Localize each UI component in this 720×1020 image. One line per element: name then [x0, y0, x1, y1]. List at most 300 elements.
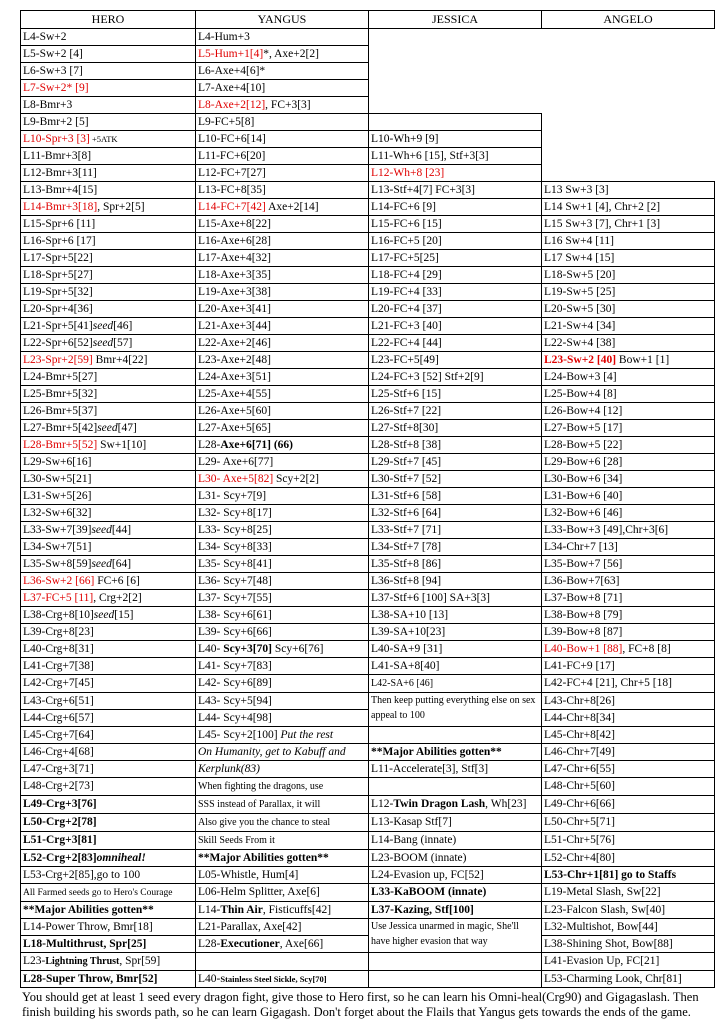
cell-text: L21-Axe+3[44]: [198, 320, 271, 332]
yangus-cell: [196, 29, 369, 46]
table-row: [21, 46, 715, 63]
cell-text: L34- Scy+8[33]: [198, 541, 272, 553]
table-row: [21, 693, 715, 710]
cell-text: L35-Sw+8[59]: [23, 558, 92, 570]
yangus-cell: [196, 936, 369, 953]
table-row: [21, 624, 715, 641]
cell-text: L17-Axe+4[32]: [198, 252, 271, 264]
yangus-cell: [196, 403, 369, 420]
cell-text: , FC+3[3]: [265, 99, 311, 111]
jessica-cell: [369, 850, 542, 867]
cell-text: L24-Bow+3 [4]: [544, 371, 617, 383]
yangus-cell: [196, 971, 369, 988]
table-row: [21, 131, 715, 148]
cell-text: L11-Accelerate[3], Stf[3]: [371, 763, 489, 775]
hero-cell: [21, 114, 196, 131]
yangus-cell: [196, 573, 369, 590]
yangus-cell: [196, 352, 369, 369]
cell-text: L38-Shining Shot, Bow[88]: [544, 938, 673, 950]
jessica-cell: [369, 761, 542, 778]
hero-cell: [21, 884, 196, 902]
hero-cell: [21, 369, 196, 386]
hero-cell: [21, 641, 196, 658]
cell-text: L32- Scy+8[17]: [198, 507, 272, 519]
cell-text: L39-Crg+8[23]: [23, 626, 94, 638]
hero-cell: [21, 832, 196, 850]
cell-text: L20-Axe+3[41]: [198, 303, 271, 315]
cell-text: [57]: [113, 337, 133, 349]
cell-text: L51-Chr+5[76]: [544, 834, 615, 846]
hero-cell: [21, 335, 196, 352]
table-row: [21, 29, 715, 46]
cell-text: L45- Scy+2[100]: [198, 729, 281, 741]
angelo-cell: [542, 182, 715, 199]
table-row: [21, 573, 715, 590]
jessica-cell: [369, 165, 542, 182]
cell-text: L16-Spr+6 [17]: [23, 235, 96, 247]
yangus-cell: [196, 919, 369, 936]
cell-text: L51-Crg+3[81]: [23, 834, 97, 846]
table-row: [21, 607, 715, 624]
hero-cell: [21, 936, 196, 953]
jessica-cell: [369, 369, 542, 386]
cell-text: [64]: [111, 558, 132, 570]
cell-text: L24-FC+3 [52] Stf+2[9]: [371, 371, 484, 383]
angelo-cell: [542, 867, 715, 884]
cell-text: L36-Stf+8 [94]: [371, 575, 442, 587]
hero-cell: [21, 403, 196, 420]
hero-cell: [21, 29, 196, 46]
hero-cell: [21, 250, 196, 267]
cell-text: L23-: [23, 955, 46, 967]
cell-text: L18-Multithrust, Spr[25]: [23, 938, 147, 950]
cell-text: omniheal!: [96, 852, 146, 864]
yangus-cell: [196, 148, 369, 165]
yangus-cell: [196, 902, 369, 919]
jessica-cell: [369, 522, 542, 539]
jessica-cell: [369, 335, 542, 352]
cell-text: L15-FC+6 [15]: [371, 218, 442, 230]
cell-text: L40-: [198, 643, 224, 655]
cell-text: L30- Axe+5[82]: [198, 473, 274, 485]
angelo-cell: [542, 675, 715, 693]
hero-cell: [21, 761, 196, 778]
skill-guide: [20, 10, 714, 1020]
cell-text: Axe+2[14]: [265, 201, 319, 213]
cell-text: Put the rest: [280, 729, 334, 741]
angelo-cell: [542, 796, 715, 814]
table-row: [21, 165, 715, 182]
cell-text: L39-Bow+8 [87]: [544, 626, 623, 638]
hero-cell: [21, 902, 196, 919]
angelo-cell: [542, 658, 715, 675]
cell-text: L25-Axe+4[55]: [198, 388, 271, 400]
hero-cell: [21, 539, 196, 556]
cell-text: L53-Chr+1[81] go to Staffs: [544, 869, 677, 881]
cell-text: L32-Bow+6 [46]: [544, 507, 623, 519]
cell-text: L41-SA+8[40]: [371, 660, 440, 672]
jessica-cell: [369, 318, 542, 335]
cell-text: L53-Crg+2[85],go to 100: [23, 869, 141, 881]
cell-text: L49-Chr+6[66]: [544, 798, 615, 810]
table-row: [21, 796, 715, 814]
table-row: [21, 352, 715, 369]
angelo-cell: [542, 919, 715, 936]
cell-text: L45-Chr+8[42]: [544, 729, 615, 741]
cell-text: **Major Abilities gotten**: [198, 852, 329, 864]
yangus-cell: [196, 335, 369, 352]
cell-text: L22-Sw+4 [38]: [544, 337, 616, 349]
yangus-cell: [196, 471, 369, 488]
table-row: [21, 814, 715, 832]
cell-text: seed: [92, 320, 114, 332]
cell-text: seed: [91, 558, 112, 570]
table-row: [21, 675, 715, 693]
hero-cell: [21, 182, 196, 199]
cell-text: L28-: [198, 938, 221, 950]
jessica-cell: [369, 624, 542, 641]
yangus-cell: [196, 641, 369, 658]
cell-text: L17-FC+5[25]: [371, 252, 439, 264]
table-row: [21, 318, 715, 335]
cell-text: L13-FC+8[35]: [198, 184, 266, 196]
angelo-cell: [542, 403, 715, 420]
cell-text: L24-Bmr+5[27]: [23, 371, 98, 383]
jessica-cell: [369, 539, 542, 556]
cell-text: L50-Chr+5[71]: [544, 816, 615, 828]
yangus-cell: [196, 488, 369, 505]
table-row: [21, 936, 715, 953]
table-row: [21, 284, 715, 301]
cell-text: , Spr+2[5]: [97, 201, 145, 213]
cell-text: L31- Scy+7[9]: [198, 490, 267, 502]
yangus-cell: [196, 590, 369, 607]
yangus-cell: [196, 165, 369, 182]
cell-text: L25-Bow+4 [8]: [544, 388, 617, 400]
cell-text: L21-Spr+5[41]: [23, 320, 93, 332]
cell-text: L27-Axe+5[65]: [198, 422, 271, 434]
jessica-cell: [369, 284, 542, 301]
cell-text: L10-Wh+9 [9]: [371, 133, 439, 145]
yangus-cell: [196, 233, 369, 250]
yangus-cell: [196, 46, 369, 63]
table-row: [21, 778, 715, 796]
hero-cell: [21, 607, 196, 624]
cell-text: L40-: [198, 973, 221, 985]
yangus-cell: [196, 814, 369, 832]
yangus-cell: [196, 505, 369, 522]
cell-text: L53-Charming Look, Chr[81]: [544, 973, 682, 985]
cell-text: L46-Crg+4[68]: [23, 746, 94, 758]
cell-text: L42-Crg+7[45]: [23, 677, 94, 689]
cell-text: L25-Stf+6 [15]: [371, 388, 442, 400]
cell-text: L4-Sw+2: [23, 31, 67, 43]
cell-text: All Farmed seeds go to Hero's Courage: [23, 888, 173, 898]
angelo-cell: [542, 505, 715, 522]
cell-text: L23-Axe+2[48]: [198, 354, 271, 366]
cell-text: L35- Scy+8[41]: [198, 558, 272, 570]
cell-text: L13 Sw+3 [3]: [544, 184, 609, 196]
table-row: [21, 335, 715, 352]
hero-cell: [21, 352, 196, 369]
jessica-cell: [369, 867, 542, 884]
cell-text: L35-Bow+7 [56]: [544, 558, 623, 570]
table-row: [21, 658, 715, 675]
cell-text: Then keep putting everything else on sex appeal to 100: [371, 695, 536, 721]
table-row: [21, 539, 715, 556]
jessica-cell: [369, 607, 542, 624]
jessica-cell: [369, 573, 542, 590]
yangus-cell: [196, 693, 369, 710]
table-row: [21, 114, 715, 131]
angelo-cell: [542, 814, 715, 832]
cell-text: L22-FC+4 [44]: [371, 337, 442, 349]
cell-text: L5-Sw+2 [4]: [23, 48, 83, 60]
cell-text: Twin Dragon Lash: [393, 798, 486, 810]
cell-text: L15-Axe+8[22]: [198, 218, 271, 230]
jessica-cell: [369, 953, 542, 971]
yangus-cell: [196, 884, 369, 902]
cell-text: L12-FC+7[27]: [198, 167, 266, 179]
hero-cell: [21, 778, 196, 796]
jessica-cell: [369, 182, 542, 199]
table-body: [21, 29, 715, 988]
cell-text: L11-FC+6[20]: [198, 150, 266, 162]
table-row: [21, 80, 715, 97]
table-row: [21, 522, 715, 539]
cell-text: L41-FC+9 [17]: [544, 660, 615, 672]
angelo-cell: [542, 420, 715, 437]
cell-text: L10-FC+6[14]: [198, 133, 266, 145]
table-row: [21, 437, 715, 454]
hero-cell: [21, 590, 196, 607]
table-row: [21, 761, 715, 778]
hero-cell: [21, 919, 196, 936]
cell-text: L48-Crg+2[73]: [23, 780, 94, 792]
header-hero: HERO: [21, 11, 196, 29]
cell-text: L43- Scy+5[94]: [198, 695, 272, 707]
cell-text: L21-Parallax, Axe[42]: [198, 921, 302, 933]
cell-text: L33- Scy+8[25]: [198, 524, 272, 536]
table-row: [21, 505, 715, 522]
skill-table: [20, 10, 715, 988]
angelo-cell: [542, 953, 715, 971]
cell-text: L23-BOOM (innate): [371, 852, 467, 864]
table-row: [21, 97, 715, 114]
cell-text: L32-Sw+6[32]: [23, 507, 92, 519]
cell-text: L14-FC+7[42]: [198, 201, 266, 213]
table-row: [21, 63, 715, 80]
cell-text: L25-Bmr+5[32]: [23, 388, 98, 400]
cell-text: L33-Sw+7[39]: [23, 524, 92, 536]
hero-cell: [21, 488, 196, 505]
cell-text: L7-Axe+4[10]: [198, 82, 266, 94]
cell-text: L9-Bmr+2 [5]: [23, 116, 89, 128]
cell-text: L14-: [198, 904, 221, 916]
cell-text: L38-SA+10 [13]: [371, 609, 449, 621]
cell-text: L27-Bow+5 [17]: [544, 422, 623, 434]
table-row: [21, 867, 715, 884]
table-row: [21, 832, 715, 850]
cell-text: L12-: [371, 798, 394, 810]
hero-cell: [21, 675, 196, 693]
cell-text: L37-Bow+8 [71]: [544, 592, 623, 604]
jessica-cell: [369, 233, 542, 250]
cell-text: L44- Scy+4[98]: [198, 712, 272, 724]
cell-text: L32-Stf+6 [64]: [371, 507, 442, 519]
table-row: [21, 148, 715, 165]
cell-text: L19-FC+4 [33]: [371, 286, 442, 298]
cell-text: L6-Sw+3 [7]: [23, 65, 83, 77]
hero-cell: [21, 301, 196, 318]
hero-cell: [21, 318, 196, 335]
cell-text: L52-Chr+4[80]: [544, 852, 615, 864]
cell-text: L26-Axe+5[60]: [198, 405, 271, 417]
table-row: [21, 182, 715, 199]
angelo-cell: [542, 832, 715, 850]
angelo-cell: [542, 454, 715, 471]
yangus-cell: [196, 761, 369, 778]
angelo-cell: [542, 233, 715, 250]
cell-text: L33-Bow+3 [49],Chr+3[6]: [544, 524, 669, 536]
cell-text: L26-Stf+7 [22]: [371, 405, 442, 417]
cell-text: L20-FC+4 [37]: [371, 303, 442, 315]
jessica-cell: [369, 216, 542, 233]
cell-text: L45-Crg+7[64]: [23, 729, 94, 741]
cell-text: Thin Air: [220, 904, 263, 916]
cell-text: L8-Bmr+3: [23, 99, 73, 111]
hero-cell: [21, 148, 196, 165]
angelo-cell: [542, 216, 715, 233]
yangus-cell: [196, 867, 369, 884]
angelo-cell: [542, 573, 715, 590]
cell-text: L16 Sw+4 [11]: [544, 235, 614, 247]
cell-text: L41- Scy+7[83]: [198, 660, 272, 672]
hero-cell: [21, 131, 196, 148]
angelo-cell: [542, 318, 715, 335]
cell-text: , Wh[23]: [485, 798, 527, 810]
yangus-cell: [196, 131, 369, 148]
hero-cell: [21, 867, 196, 884]
hero-cell: [21, 165, 196, 182]
cell-text: L28-: [198, 439, 221, 451]
hero-cell: [21, 744, 196, 761]
cell-text: L06-Helm Splitter, Axe[6]: [198, 886, 320, 898]
table-row: [21, 267, 715, 284]
jessica-cell: [369, 796, 542, 814]
cell-text: L34-Stf+7 [78]: [371, 541, 442, 553]
cell-text: L31-Stf+6 [58]: [371, 490, 442, 502]
cell-text: L14 Sw+1 [4], Chr+2 [2]: [544, 201, 661, 213]
yangus-cell: [196, 420, 369, 437]
cell-text: [44]: [111, 524, 132, 536]
yangus-cell: [196, 778, 369, 796]
angelo-cell: [542, 301, 715, 318]
cell-text: L23-FC+5[49]: [371, 354, 439, 366]
table-row: [21, 233, 715, 250]
cell-text: L19-Axe+3[38]: [198, 286, 271, 298]
angelo-cell: [542, 556, 715, 573]
cell-text: L18-Spr+5[27]: [23, 269, 93, 281]
yangus-cell: [196, 744, 369, 761]
cell-text: L30-Bow+6 [34]: [544, 473, 623, 485]
hero-cell: [21, 971, 196, 988]
cell-text: L12-Bmr+3[11]: [23, 167, 97, 179]
cell-text: Kerplunk(83): [198, 763, 260, 775]
cell-text: [47]: [117, 422, 137, 434]
cell-text: L38-Bow+8 [79]: [544, 609, 623, 621]
yangus-cell: [196, 454, 369, 471]
cell-text: L5-Hum+1[4]: [198, 48, 264, 60]
hero-cell: [21, 471, 196, 488]
cell-text: L29-Stf+7 [45]: [371, 456, 442, 468]
angelo-cell: [542, 335, 715, 352]
angelo-cell: [542, 471, 715, 488]
header-yangus: YANGUS: [196, 11, 369, 29]
jessica-cell: [369, 744, 542, 761]
hero-cell: [21, 727, 196, 744]
cell-text: L13-Bmr+4[15]: [23, 184, 98, 196]
cell-text: L13-Stf+4[7] FC+3[3]: [371, 184, 476, 196]
cell-text: , Axe[66]: [279, 938, 324, 950]
jessica-cell: [369, 471, 542, 488]
angelo-cell: [542, 590, 715, 607]
table-row: [21, 850, 715, 867]
cell-text: L28-Bow+5 [22]: [544, 439, 623, 451]
hero-cell: [21, 216, 196, 233]
header-row: [21, 11, 715, 29]
cell-text: L11-Bmr+3[8]: [23, 150, 92, 162]
yangus-cell: [196, 727, 369, 744]
yangus-cell: [196, 624, 369, 641]
jessica-cell: [369, 814, 542, 832]
cell-text: L20-Spr+4[36]: [23, 303, 93, 315]
table-row: [21, 301, 715, 318]
table-row: [21, 902, 715, 919]
angelo-cell: [542, 971, 715, 988]
table-row: [21, 744, 715, 761]
cell-text: L31-Sw+5[26]: [23, 490, 92, 502]
cell-text: L40-SA+9 [31]: [371, 643, 443, 655]
angelo-cell: [542, 727, 715, 744]
hero-cell: [21, 796, 196, 814]
cell-text: +5ATK: [89, 134, 118, 144]
cell-text: Bow+1 [1]: [616, 354, 670, 366]
cell-text: L15-Spr+6 [11]: [23, 218, 96, 230]
cell-text: Executioner: [220, 938, 280, 950]
yangus-cell: [196, 63, 369, 80]
cell-text: L17-Spr+5[22]: [23, 252, 93, 264]
angelo-cell: [542, 437, 715, 454]
jessica-cell: [369, 301, 542, 318]
jessica-cell: [369, 902, 542, 919]
table-row: [21, 454, 715, 471]
cell-text: L50-Crg+2[78]: [23, 816, 97, 828]
angelo-cell: [542, 850, 715, 867]
table-row: [21, 420, 715, 437]
jessica-cell: [369, 556, 542, 573]
jessica-cell: [369, 267, 542, 284]
cell-text: L43-Chr+8[26]: [544, 695, 615, 707]
cell-text: L39-SA+10[23]: [371, 626, 446, 638]
cell-text: L38- Scy+6[61]: [198, 609, 272, 621]
yangus-cell: [196, 386, 369, 403]
angelo-cell: [542, 884, 715, 902]
cell-text: L05-Whistle, Hum[4]: [198, 869, 299, 881]
cell-text: L9-FC+5[8]: [198, 116, 255, 128]
table-row: [21, 919, 715, 936]
hero-cell: [21, 420, 196, 437]
